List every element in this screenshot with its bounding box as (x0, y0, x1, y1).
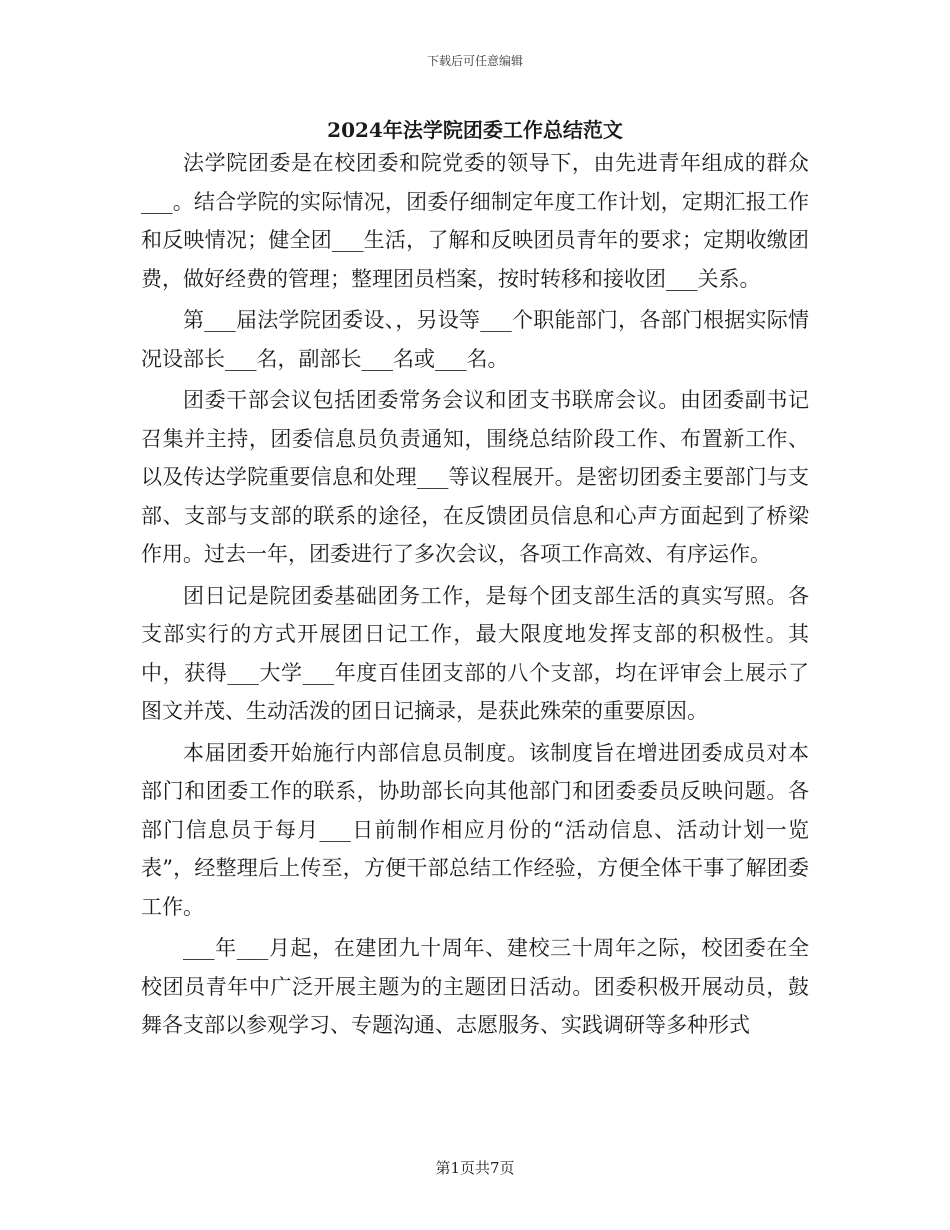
page-header-note: 下载后可任意编辑 (426, 54, 523, 68)
document-title: 2024年法学院团委工作总结范文 (327, 118, 623, 142)
paragraph: 团委干部会议包括团委常务会议和团支书联席会议。由团委副书记召集并主持，团委信息员负责通知，围绕总结阶段工作、布置新工作、以及传达学院重要信息和处理___等议程展开。是密切团委主要部门与支部、支部与支部的联系的途径，在反馈团员信息和心声方面起到了桥梁作用。过去一年，团委进行了多次会议，各项工作高效、有序运作。 (141, 388, 809, 566)
paragraph: ___年___月起，在建团九十周年、建校三十周年之际，校团委在全校团员青年中广泛开展主题为的主题团日活动。团委积极开展动员，鼓舞各支部以参观学习、专题沟通、志愿服务、实践调研等多种形式 (141, 936, 809, 1037)
paragraph: 团日记是院团委基础团务工作，是每个团支部生活的真实写照。各支部实行的方式开展团日记工作，最大限度地发挥支部的积极性。其中，获得___大学___年度百佳团支部的八个支部，均在评审会上展示了图文并茂、生动活泼的团日记摘录，是获此殊荣的重要原因。 (141, 583, 809, 723)
page-number: 第1页共7页 (435, 1159, 515, 1177)
document-body (141, 144, 809, 1048)
paragraph: 法学院团委是在校团委和院党委的领导下，由先进青年组成的群众___。结合学院的实际情况，团委仔细制定年度工作计划，定期汇报工作和反映情况；健全团___生活，了解和反映团员青年的要求；定期收缴团费，做好经费的管理；整理团员档案，按时转移和接收团___关系。 (141, 151, 809, 291)
paragraph: 第___届法学院团委设、，另设等___个职能部门，各部门根据实际情况设部长___名，副部长___名或___名。 (141, 308, 809, 371)
paragraph: 本届团委开始施行内部信息员制度。该制度旨在增进团委成员对本部门和团委工作的联系，协助部长向其他部门和团委委员反映问题。各部门信息员于每月___日前制作相应月份的“活动信息、活动计划一览表”，经整理后上传至，方便干部总结工作经验，方便全体干事了解团委工作。 (141, 740, 809, 919)
